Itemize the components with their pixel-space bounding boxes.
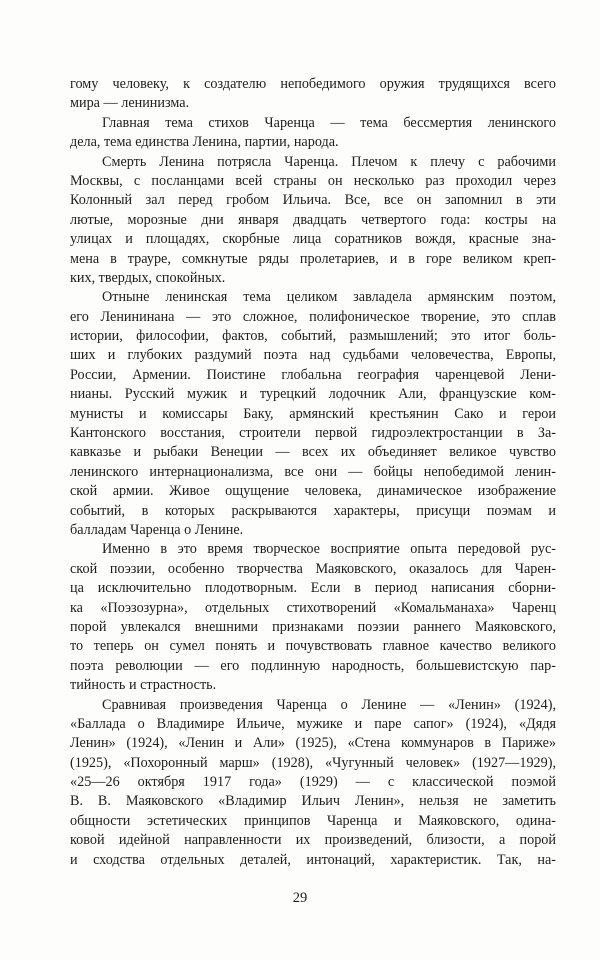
text-line: истории, философии, фактов, событий, размышлений; это итог боль- [70, 328, 556, 345]
paragraph [70, 696, 556, 871]
text-line: Отныне ленинская тема целиком завладела армянским поэтом, [102, 289, 556, 306]
text-line: «Баллада о Владимире Ильиче, мужике и паре сапог» (1924), «Дядя [70, 715, 556, 732]
text-line: ленинского интернационализма, все они — бойцы непобедимой ленин- [70, 463, 556, 480]
text-line: Кантонского восстания, строители первой гидроэлектростанции в За- [70, 425, 556, 442]
text-line: улицах и площадях, скорбные лица соратников вождя, красные зна- [70, 231, 556, 248]
page-number: 29 [292, 890, 308, 906]
text-line: дела, тема единства Ленина, партии, народа. [70, 134, 339, 151]
text-line: Смерть Ленина потрясла Чаренца. Плечом к плечу с рабочими [102, 153, 556, 170]
text-line: «25—26 октября 1917 года» (1929) — с классической поэмой [70, 774, 556, 791]
text-line: нианы. Русский мужик и турецкий лодочник Али, французские ком- [70, 386, 556, 403]
text-line: и сходства отдельных деталей, интонаций, характеристик. Так, на- [70, 851, 556, 868]
text-line: ской поэзии, особенно творчества Маяковского, оказалось для Чарен- [70, 560, 556, 577]
text-line: лютые, морозные дни января двадцать четвертого года: костры на [70, 211, 556, 228]
text-line: тийность и страстность. [70, 677, 217, 694]
text-line: ца исключительно плодотворным. Если в период написания сборни- [70, 580, 556, 597]
page-body-text [70, 75, 556, 870]
text-line: поэта революции — его подлинную народность, большевистскую пар- [70, 657, 556, 674]
text-line: ковой идейной направленности их произведений, близости, а порой [70, 832, 556, 849]
text-line: ких, твердых, спокойных. [70, 269, 226, 286]
text-line: событий, в которых раскрываются характеры, присущи поэмам и [70, 502, 556, 519]
text-line: порой увлекался внешними признаками поэзии раннего Маяковского, [70, 618, 556, 635]
text-line: Главная тема стихов Чаренца — тема бессмертия ленинского [102, 114, 556, 131]
text-line: балладам Чаренца о Ленине. [70, 521, 244, 538]
paragraph [70, 114, 556, 153]
text-line: Колонный зал перед гробом Ильича. Все, все он запомнил в эти [70, 192, 556, 209]
text-line: мена в трауре, сомкнутые ряды пролетариев, и в горе великом креп- [70, 250, 556, 267]
text-line: (1925), «Похоронный марш» (1928), «Чугунный человек» (1927—1929), [70, 754, 556, 771]
text-line: Именно в это время творческое восприятие опыта передовой рус- [102, 541, 556, 558]
text-line: гому человеку, к создателю непобедимого оружия трудящихся всего [70, 76, 556, 92]
paragraph [70, 153, 556, 289]
text-line: кавказье и рыбаки Венеции — всех их объединяет великое чувство [70, 444, 556, 461]
text-line: его Ленининана — это сложное, полифоническое творение, это сплав [70, 308, 556, 325]
text-line: мира — ленинизма. [70, 95, 190, 112]
text-line: мунисты и комиссары Баку, армянский крестьянин Сако и герои [70, 405, 556, 422]
text-line: то теперь он сумел понять и почувствовать главное качество великого [70, 638, 556, 655]
text-line: России, Армении. Поистине глобальна география чаренцевой Лени- [70, 366, 556, 383]
paragraph [70, 75, 556, 114]
text-line: ка «Поэзозурна», отдельных стихотворений «Комальманаха» Чаренц [70, 599, 556, 616]
text-line: В. В. Маяковского «Владимир Ильич Ленин», нельзя не заметить [70, 793, 556, 810]
text-line: Сравнивая произведения Чаренца о Ленине — «Ленин» (1924), [102, 696, 556, 713]
paragraph [70, 540, 556, 695]
text-line: ской армии. Живое ощущение человека, динамическое изображение [70, 483, 556, 500]
text-line: Москвы, с посланцами всей страны он несколько раз проходил через [70, 172, 556, 189]
paragraph [70, 288, 556, 540]
text-line: общности эстетических принципов Чаренца и Маяковского, одина- [70, 812, 556, 829]
text-line: Ленин» (1924), «Ленин и Али» (1925), «Стена коммунаров в Париже» [70, 735, 556, 752]
text-line: ших и глубоких раздумий поэта над судьбами человечества, Европы, [70, 347, 556, 364]
